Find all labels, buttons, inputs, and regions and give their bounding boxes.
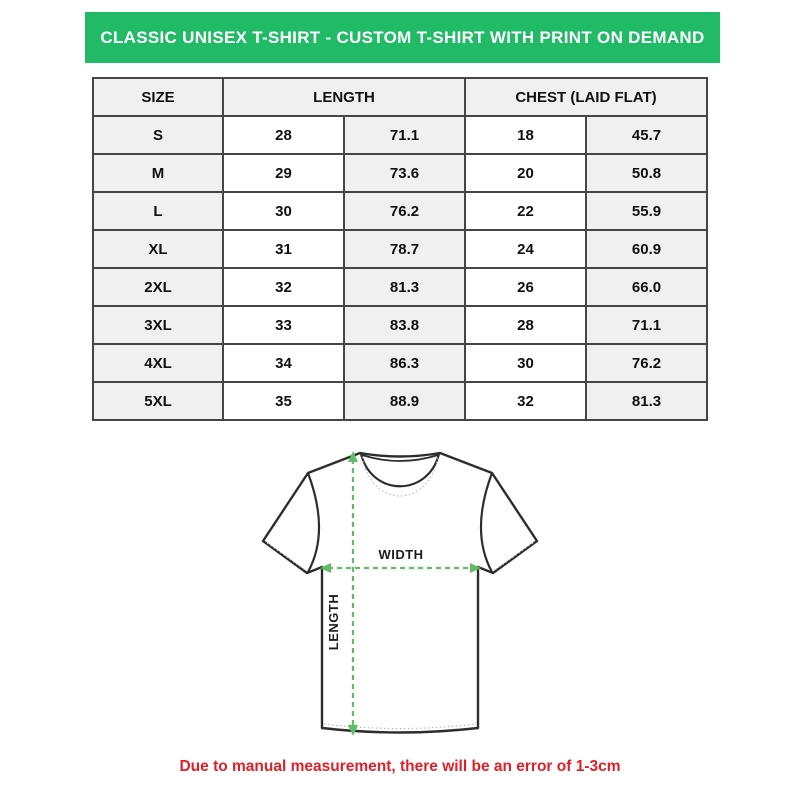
table-row bbox=[93, 230, 707, 268]
cell-chest-in: 32 bbox=[465, 382, 586, 420]
cell-chest-cm: 60.9 bbox=[586, 230, 707, 268]
cell-chest-in: 28 bbox=[465, 306, 586, 344]
cell-size: 3XL bbox=[93, 306, 223, 344]
cell-chest-cm: 71.1 bbox=[586, 306, 707, 344]
cell-size: S bbox=[93, 116, 223, 154]
cell-length-in: 32 bbox=[223, 268, 344, 306]
table-row bbox=[93, 192, 707, 230]
cell-length-in: 29 bbox=[223, 154, 344, 192]
cell-chest-cm: 76.2 bbox=[586, 344, 707, 382]
table-row bbox=[93, 154, 707, 192]
title-banner bbox=[85, 12, 720, 63]
cell-length-in: 34 bbox=[223, 344, 344, 382]
page-title: CLASSIC UNISEX T-SHIRT - CUSTOM T-SHIRT WITH PRINT ON DEMAND bbox=[100, 27, 705, 47]
cell-length-cm: 73.6 bbox=[344, 154, 465, 192]
cell-length-in: 31 bbox=[223, 230, 344, 268]
cell-chest-in: 22 bbox=[465, 192, 586, 230]
header-row bbox=[93, 78, 707, 116]
table-row bbox=[93, 268, 707, 306]
cell-length-cm: 78.7 bbox=[344, 230, 465, 268]
col-header-length: LENGTH bbox=[223, 78, 465, 116]
tshirt-outline-drawing bbox=[250, 445, 550, 745]
table-row bbox=[93, 116, 707, 154]
cell-size: 4XL bbox=[93, 344, 223, 382]
length-label: LENGTH bbox=[326, 593, 341, 651]
cell-length-cm: 76.2 bbox=[344, 192, 465, 230]
tshirt-measurement-diagram bbox=[250, 445, 550, 745]
cell-chest-cm: 50.8 bbox=[586, 154, 707, 192]
cell-length-cm: 86.3 bbox=[344, 344, 465, 382]
cell-chest-cm: 45.7 bbox=[586, 116, 707, 154]
size-chart-table bbox=[92, 77, 708, 421]
cell-chest-cm: 66.0 bbox=[586, 268, 707, 306]
cell-length-cm: 83.8 bbox=[344, 306, 465, 344]
cell-chest-in: 30 bbox=[465, 344, 586, 382]
table-row bbox=[93, 344, 707, 382]
cell-size: L bbox=[93, 192, 223, 230]
tshirt-body-outline bbox=[263, 453, 537, 733]
cell-length-in: 35 bbox=[223, 382, 344, 420]
cell-length-cm: 81.3 bbox=[344, 268, 465, 306]
cell-length-in: 33 bbox=[223, 306, 344, 344]
cell-length-in: 30 bbox=[223, 192, 344, 230]
measurement-error-note: Due to manual measurement, there will be an error of 1-3cm bbox=[179, 758, 621, 775]
cell-chest-cm: 81.3 bbox=[586, 382, 707, 420]
cell-chest-in: 18 bbox=[465, 116, 586, 154]
cell-size: M bbox=[93, 154, 223, 192]
cell-chest-in: 26 bbox=[465, 268, 586, 306]
cell-size: 2XL bbox=[93, 268, 223, 306]
cell-length-cm: 88.9 bbox=[344, 382, 465, 420]
table-row bbox=[93, 306, 707, 344]
cell-size: XL bbox=[93, 230, 223, 268]
cell-chest-cm: 55.9 bbox=[586, 192, 707, 230]
col-header-size: SIZE bbox=[93, 78, 223, 116]
width-label: WIDTH bbox=[378, 547, 424, 562]
size-chart-table-container bbox=[92, 77, 708, 421]
cell-size: 5XL bbox=[93, 382, 223, 420]
cell-length-in: 28 bbox=[223, 116, 344, 154]
cell-chest-in: 24 bbox=[465, 230, 586, 268]
col-header-chest: CHEST (LAID FLAT) bbox=[465, 78, 707, 116]
table-row bbox=[93, 382, 707, 420]
cell-length-cm: 71.1 bbox=[344, 116, 465, 154]
cell-chest-in: 20 bbox=[465, 154, 586, 192]
